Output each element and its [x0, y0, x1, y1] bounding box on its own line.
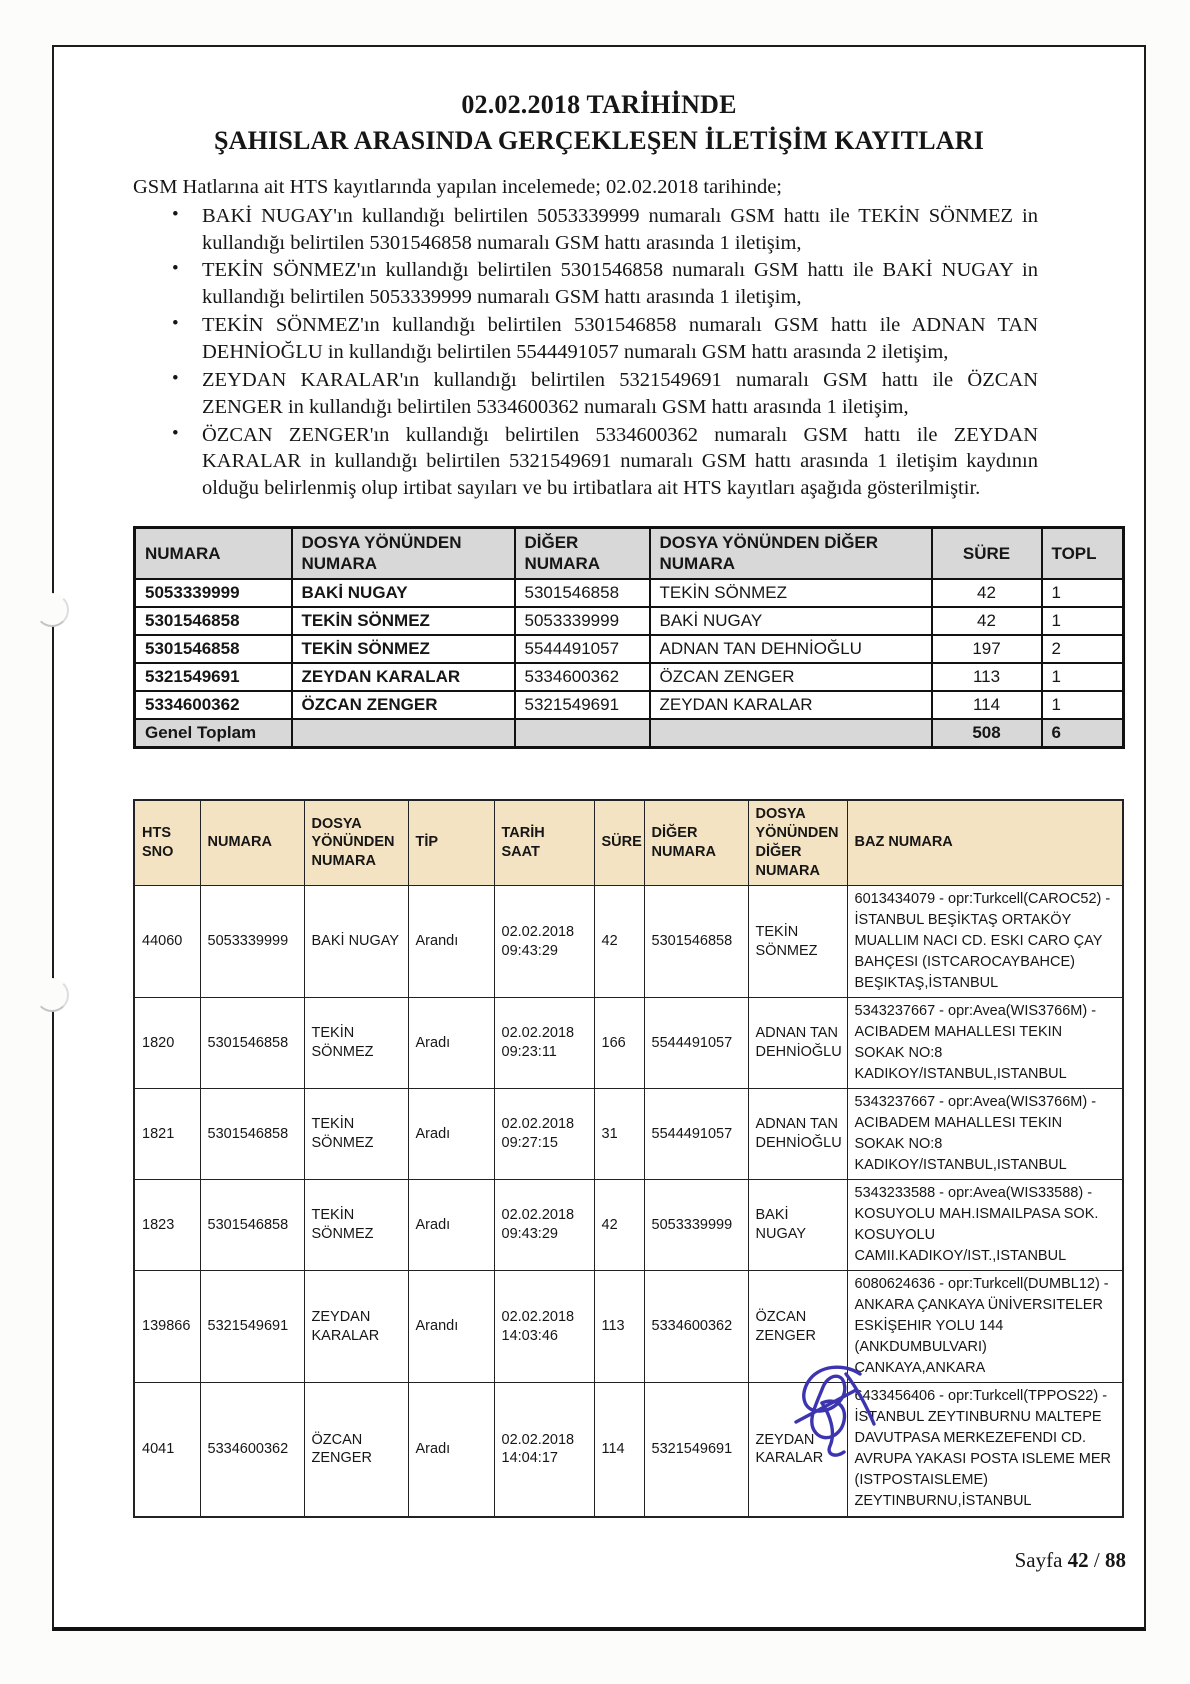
bullet-item: • ÖZCAN ZENGER'ın kullandığı belirtilen 5334600362 numaralı GSM hattı ile ZEYDAN KARALAR in kullandığı belirtilen 5321549691 numaralı GSM hattı arasında 1 iletişim kaydının olduğu belirlenmiş olup irtibat sayıları ve bu irtibatlara ait HTS kayıtları aşağıda gösterilmiştir. — [202, 422, 1038, 503]
cell: BAKİ NUGAY — [304, 886, 408, 998]
cell: TEKİN SÖNMEZ — [292, 607, 515, 635]
cell: BAKİ NUGAY — [292, 579, 515, 607]
cell: 02.02.2018 09:23:11 — [494, 998, 594, 1089]
table-row — [134, 1383, 1123, 1517]
cell: ADNAN TAN DEHNİOĞLU — [650, 635, 932, 663]
page-title — [84, 87, 1114, 160]
header-cell: DOSYA YÖNÜNDEN NUMARA — [292, 528, 515, 579]
cell: 113 — [932, 663, 1042, 691]
cell: 02.02.2018 09:27:15 — [494, 1089, 594, 1180]
page-label: Sayfa — [1014, 1548, 1063, 1572]
cell: 4041 — [134, 1383, 200, 1517]
cell: Aradı — [408, 1383, 494, 1517]
cell: 5301546858 — [135, 635, 292, 663]
cell: ÖZCAN ZENGER — [292, 691, 515, 719]
cell: 5053339999 — [515, 607, 650, 635]
table-row — [135, 635, 1124, 663]
header-cell: SÜRE — [594, 800, 644, 886]
cell: 113 — [594, 1271, 644, 1383]
header-cell: BAZ NUMARA — [847, 800, 1123, 886]
cell: 1820 — [134, 998, 200, 1089]
cell: 5334600362 — [644, 1271, 748, 1383]
cell: BAKİ NUGAY — [748, 1180, 847, 1271]
table-row — [134, 1180, 1123, 1271]
cell: 5053339999 — [135, 579, 292, 607]
cell: ZEYDAN KARALAR — [650, 691, 932, 719]
cell: 5301546858 — [515, 579, 650, 607]
bullet-item: • TEKİN SÖNMEZ'ın kullandığı belirtilen 5301546858 numaralı GSM hattı ile BAKİ NUGAY in kullandığı belirtilen 5053339999 numaralı GSM hattı arasında 1 iletişim, — [202, 257, 1038, 311]
header-cell: HTS SNO — [134, 800, 200, 886]
cell: Aradı — [408, 1180, 494, 1271]
cell: TEKİN SÖNMEZ — [748, 886, 847, 998]
page-current: 42 — [1067, 1548, 1089, 1572]
cell: 1 — [1042, 607, 1124, 635]
table-row — [135, 579, 1124, 607]
cell: 44060 — [134, 886, 200, 998]
header-cell: SÜRE — [932, 528, 1042, 579]
cell: Arandı — [408, 886, 494, 998]
cell: 5301546858 — [200, 998, 304, 1089]
cell: 5321549691 — [135, 663, 292, 691]
cell: ÖZCAN ZENGER — [748, 1271, 847, 1383]
total-label: Genel Toplam — [135, 719, 292, 748]
cell: ZEYDAN KARALAR — [304, 1271, 408, 1383]
cell: 1821 — [134, 1089, 200, 1180]
cell: 42 — [932, 579, 1042, 607]
header-cell: NUMARA — [135, 528, 292, 579]
intro-paragraph: GSM Hatlarına ait HTS kayıtlarında yapılan incelemede; 02.02.2018 tarihinde; — [133, 175, 782, 198]
table-row — [134, 998, 1123, 1089]
punch-hole — [35, 978, 69, 1012]
cell: 1823 — [134, 1180, 200, 1271]
table-row — [135, 691, 1124, 719]
cell: 5334600362 — [515, 663, 650, 691]
cell: 6433456406 - opr:Turkcell(TPPOS22) - İSTANBUL ZEYTINBURNU MALTEPE DAVUTPASA MERKEZEFENDI CD. AVRUPA YAKASI POSTA ISLEME MER (ISTPOSTAISLEME) ZEYTINBURNU,İSTANBUL — [847, 1383, 1123, 1517]
cell: 197 — [932, 635, 1042, 663]
cell: 5301546858 — [200, 1089, 304, 1180]
cell: 5321549691 — [515, 691, 650, 719]
cell: 02.02.2018 09:43:29 — [494, 886, 594, 998]
cell: 02.02.2018 09:43:29 — [494, 1180, 594, 1271]
bullet-item: • BAKİ NUGAY'ın kullandığı belirtilen 5053339999 numaralı GSM hattı ile TEKİN SÖNMEZ in kullandığı belirtilen 5301546858 numaralı GSM hattı arasında 1 iletişim, — [202, 203, 1038, 257]
cell: 42 — [594, 886, 644, 998]
cell: TEKİN SÖNMEZ — [304, 998, 408, 1089]
cell: 1 — [1042, 579, 1124, 607]
table-row — [135, 663, 1124, 691]
cell: TEKİN SÖNMEZ — [304, 1089, 408, 1180]
cell: 5343233588 - opr:Avea(WIS33588) - KOSUYOLU MAH.ISMAILPASA SOK. KOSUYOLU CAMII.KADIKOY/IST.,ISTANBUL — [847, 1180, 1123, 1271]
cell: 5343237667 - opr:Avea(WIS3766M) - ACIBADEM MAHALLESI TEKIN SOKAK NO:8 KADIKOY/ISTANBUL,ISTANBUL — [847, 998, 1123, 1089]
grand-total-row — [135, 719, 1124, 748]
cell: ÖZCAN ZENGER — [650, 663, 932, 691]
cell: TEKİN SÖNMEZ — [650, 579, 932, 607]
header-cell: TOPL — [1042, 528, 1124, 579]
cell: 5053339999 — [644, 1180, 748, 1271]
header-cell: DİĞER NUMARA — [515, 528, 650, 579]
cell: 5544491057 — [644, 1089, 748, 1180]
cell: Aradı — [408, 1089, 494, 1180]
cell: 114 — [932, 691, 1042, 719]
cell: 166 — [594, 998, 644, 1089]
cell: 5301546858 — [135, 607, 292, 635]
title-line-2: ŞAHISLAR ARASINDA GERÇEKLEŞEN İLETİŞİM KAYITLARI — [213, 126, 985, 156]
header-cell: DOSYA YÖNÜNDEN DİĞER NUMARA — [748, 800, 847, 886]
cell: 139866 — [134, 1271, 200, 1383]
header-cell: TİP — [408, 800, 494, 886]
bullet-list — [202, 203, 1038, 502]
page-total: 88 — [1105, 1548, 1126, 1572]
cell: TEKİN SÖNMEZ — [292, 635, 515, 663]
cell: 5544491057 — [644, 998, 748, 1089]
hts-detail-table — [133, 799, 1124, 1518]
total-topl: 6 — [1042, 719, 1124, 748]
title-line-1: 02.02.2018 TARİHİNDE — [461, 90, 737, 119]
table-row — [134, 1089, 1123, 1180]
cell: Arandı — [408, 1271, 494, 1383]
cell: ZEYDAN KARALAR — [748, 1383, 847, 1517]
table-row — [134, 1271, 1123, 1383]
bullet-item: • TEKİN SÖNMEZ'ın kullandığı belirtilen 5301546858 numaralı GSM hattı ile ADNAN TAN DEHNİOĞLU in kullandığı belirtilen 5544491057 numaralı GSM hattı arasında 2 iletişim, — [202, 312, 1038, 366]
table-row — [135, 607, 1124, 635]
cell: BAKİ NUGAY — [650, 607, 932, 635]
cell: ZEYDAN KARALAR — [292, 663, 515, 691]
cell: 5321549691 — [644, 1383, 748, 1517]
bullet-item: • ZEYDAN KARALAR'ın kullandığı belirtilen 5321549691 numaralı GSM hattı ile ÖZCAN ZENGER in kullandığı belirtilen 5334600362 numaralı GSM hattı arasında 1 iletişim, — [202, 367, 1038, 421]
header-cell: TARİH SAAT — [494, 800, 594, 886]
document-page — [52, 45, 1146, 1631]
cell — [515, 719, 650, 748]
cell: 5053339999 — [200, 886, 304, 998]
cell: 2 — [1042, 635, 1124, 663]
cell: 5544491057 — [515, 635, 650, 663]
cell: 5301546858 — [644, 886, 748, 998]
punch-hole — [35, 593, 69, 627]
cell: 42 — [932, 607, 1042, 635]
cell: 5321549691 — [200, 1271, 304, 1383]
cell — [650, 719, 932, 748]
cell — [292, 719, 515, 748]
header-cell: DİĞER NUMARA — [644, 800, 748, 886]
header-cell: NUMARA — [200, 800, 304, 886]
cell: TEKİN SÖNMEZ — [304, 1180, 408, 1271]
cell: ADNAN TAN DEHNİOĞLU — [748, 1089, 847, 1180]
cell: 5301546858 — [200, 1180, 304, 1271]
cell: 6013434079 - opr:Turkcell(CAROC52) - İSTANBUL BEŞİKTAŞ ORTAKÖY MUALLIM NACI CD. ESKI CARO ÇAY BAHÇESI (ISTCAROCAYBAHCE) BEŞIKTAŞ,İSTANBUL — [847, 886, 1123, 998]
cell: 114 — [594, 1383, 644, 1517]
cell: 02.02.2018 14:03:46 — [494, 1271, 594, 1383]
cell: 1 — [1042, 663, 1124, 691]
detail-header-row — [134, 800, 1123, 886]
header-cell: DOSYA YÖNÜNDEN NUMARA — [304, 800, 408, 886]
cell: 31 — [594, 1089, 644, 1180]
cell: 1 — [1042, 691, 1124, 719]
summary-header-row — [135, 528, 1124, 579]
cell: 42 — [594, 1180, 644, 1271]
cell: ÖZCAN ZENGER — [304, 1383, 408, 1517]
page-separator: / — [1093, 1548, 1100, 1572]
page-number — [1015, 1548, 1126, 1573]
cell: 5334600362 — [135, 691, 292, 719]
cell: 02.02.2018 14:04:17 — [494, 1383, 594, 1517]
table-row — [134, 886, 1123, 998]
total-sure: 508 — [932, 719, 1042, 748]
summary-table — [133, 526, 1125, 749]
cell: ADNAN TAN DEHNİOĞLU — [748, 998, 847, 1089]
cell: 6080624636 - opr:Turkcell(DUMBL12) - ANKARA ÇANKAYA ÜNİVERSITELER ESKİŞEHIR YOLU 144 (ANKDUMBULVARI) ÇANKAYA,ANKARA — [847, 1271, 1123, 1383]
signature-mark — [778, 1360, 908, 1475]
cell: 5334600362 — [200, 1383, 304, 1517]
header-cell: DOSYA YÖNÜNDEN DİĞER NUMARA — [650, 528, 932, 579]
cell: Aradı — [408, 998, 494, 1089]
cell: 5343237667 - opr:Avea(WIS3766M) - ACIBADEM MAHALLESI TEKIN SOKAK NO:8 KADIKOY/ISTANBUL,ISTANBUL — [847, 1089, 1123, 1180]
